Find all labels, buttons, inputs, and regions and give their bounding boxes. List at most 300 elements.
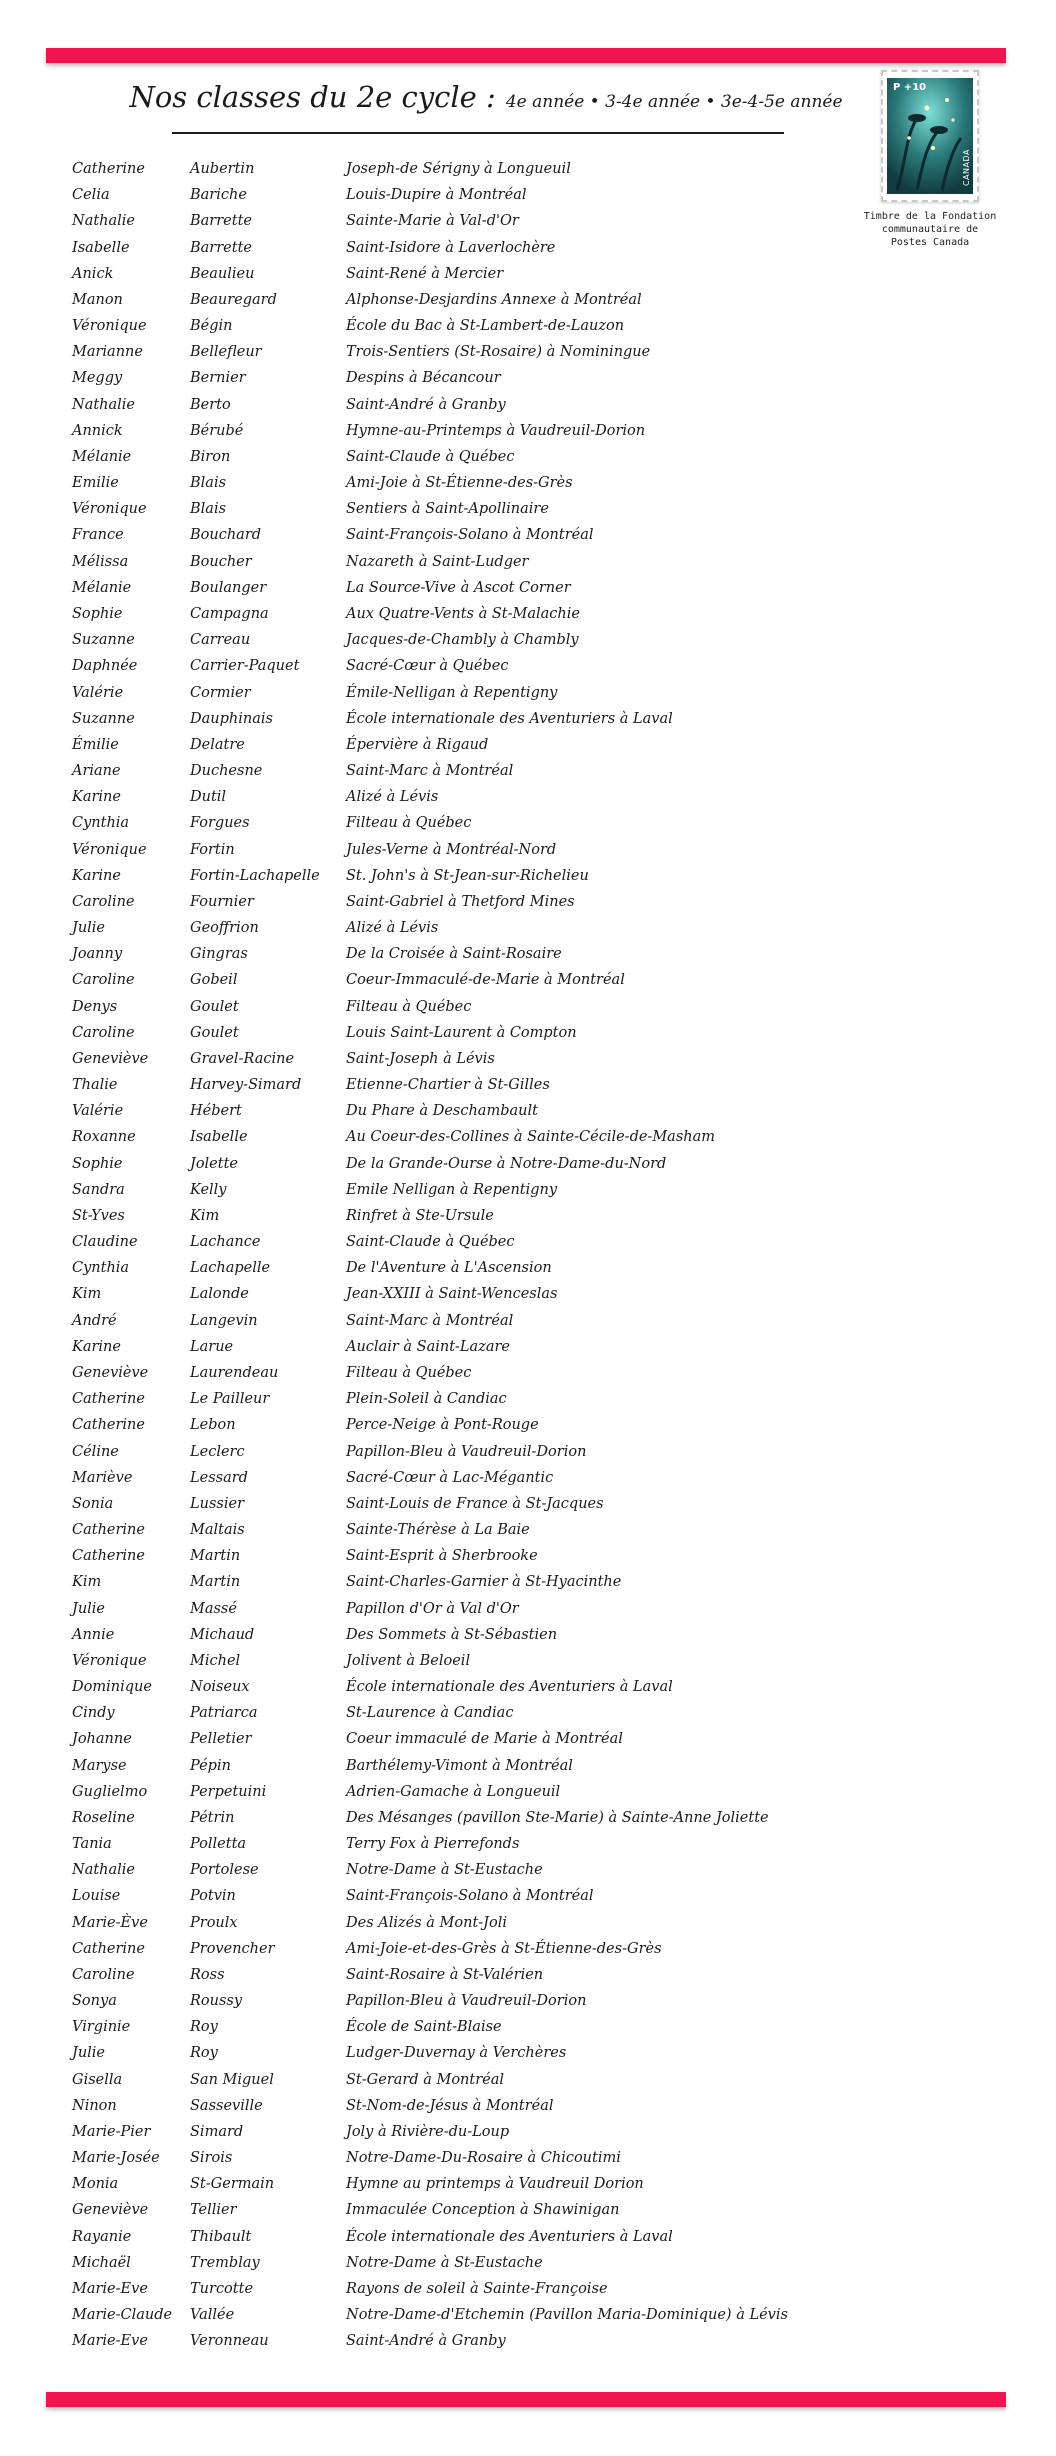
teacher-last-name: Forgues (190, 815, 250, 832)
list-item (72, 1726, 972, 1752)
teacher-last-name: Lebon (190, 1417, 236, 1434)
teacher-first-name: Roseline (72, 1809, 135, 1826)
list-item (72, 2145, 972, 2171)
list-item (72, 444, 972, 470)
school-name: Saint-Claude à Québec (346, 1234, 515, 1251)
teacher-first-name: Véronique (72, 501, 147, 518)
teacher-last-name: Gobeil (190, 972, 238, 989)
school-name: Emile Nelligan à Repentigny (346, 1181, 558, 1198)
school-name: Ludger-Duvernay à Verchères (346, 2045, 567, 2062)
list-item (72, 758, 972, 784)
bottom-accent-bar (46, 2392, 1006, 2407)
teacher-first-name: Mariève (72, 1469, 133, 1486)
teacher-first-name: Sophie (72, 606, 123, 622)
list-item (72, 1491, 972, 1517)
teacher-last-name: Cormier (190, 684, 251, 701)
teacher-last-name: Thibault (190, 2228, 252, 2245)
teacher-last-name: Goulet (190, 1024, 239, 1041)
list-item (72, 2302, 972, 2328)
list-item (72, 601, 972, 627)
teacher-last-name: Proulx (190, 1914, 238, 1931)
teacher-last-name: Leclerc (190, 1443, 245, 1460)
list-item (72, 679, 972, 705)
teacher-first-name: Julie (72, 2045, 106, 2062)
teacher-first-name: Tania (72, 1836, 112, 1853)
teacher-last-name: Goulet (190, 998, 239, 1015)
teacher-first-name: Mélissa (72, 553, 129, 570)
school-name: Saint-Isidore à Laverlochère (346, 239, 556, 256)
list-item (72, 836, 972, 862)
teacher-last-name: Barrette (190, 239, 252, 256)
teacher-last-name: Sirois (190, 2150, 233, 2167)
school-name: Barthélemy-Vimont à Montréal (346, 1757, 573, 1774)
teacher-first-name: Mélanie (72, 579, 132, 596)
teacher-last-name: Michel (190, 1652, 241, 1669)
school-name: Au Coeur-des-Collines à Sainte-Cécile-de-Masham (346, 1129, 715, 1146)
teacher-first-name: Gisella (72, 2071, 123, 2088)
list-item (72, 549, 972, 575)
teacher-last-name: Lalonde (190, 1286, 249, 1303)
teacher-first-name: Marie-Josée (72, 2150, 160, 2167)
list-item (72, 810, 972, 836)
teacher-last-name: Pelletier (190, 1731, 252, 1748)
teacher-last-name: Carreau (190, 632, 251, 649)
school-name: Sentiers à Saint-Apollinaire (346, 501, 549, 518)
list-item (72, 1962, 972, 1988)
school-name: Louis-Dupire à Montréal (346, 187, 527, 204)
teacher-last-name: Delatre (190, 736, 245, 753)
teacher-first-name: Mélanie (72, 448, 132, 465)
school-name: Notre-Dame-Du-Rosaire à Chicoutimi (346, 2150, 621, 2167)
teacher-first-name: Véronique (72, 841, 147, 858)
list-item (72, 915, 972, 941)
list-item (72, 863, 972, 889)
school-name: Filteau à Québec (346, 815, 472, 832)
teacher-last-name: Gravel-Racine (190, 1050, 295, 1067)
school-name: Coeur-Immaculé-de-Marie à Montréal (346, 972, 625, 989)
teacher-last-name: Roussy (190, 1993, 243, 2010)
teacher-first-name: Nathalie (72, 1862, 135, 1879)
teacher-last-name: Fortin (190, 841, 235, 858)
school-name: Jean-XXIII à Saint-Wenceslas (346, 1286, 558, 1303)
school-name: Filteau à Québec (346, 998, 472, 1015)
teacher-first-name: André (72, 1312, 117, 1329)
teacher-first-name: Rayanie (72, 2228, 132, 2245)
list-item (72, 1151, 972, 1177)
teacher-first-name: Cynthia (72, 815, 130, 832)
school-name: Ami-Joie-et-des-Grès à St-Étienne-des-Grès (346, 1940, 662, 1957)
school-name: Notre-Dame à St-Eustache (346, 1862, 543, 1879)
teacher-last-name: Perpetuini (190, 1783, 267, 1800)
school-name: De la Grande-Ourse à Notre-Dame-du-Nord (346, 1155, 667, 1172)
list-item (72, 1308, 972, 1334)
teacher-last-name: St-Germain (190, 2176, 275, 2193)
teacher-first-name: France (72, 527, 124, 544)
school-name: Papillon d'Or à Val d'Or (346, 1600, 519, 1617)
teacher-last-name: Simard (190, 2123, 244, 2140)
teacher-last-name: Massé (190, 1600, 237, 1617)
list-item (72, 1910, 972, 1936)
list-item (72, 941, 972, 967)
teacher-first-name: Louise (72, 1888, 121, 1905)
title-main: Nos classes du 2e cycle : (129, 80, 496, 114)
list-item (72, 1831, 972, 1857)
teacher-first-name: Meggy (72, 370, 123, 387)
teacher-first-name: Kim (72, 1286, 102, 1303)
list-item (72, 496, 972, 522)
teacher-first-name: Suzanne (72, 710, 135, 727)
school-name: École de Saint-Blaise (346, 2019, 502, 2036)
teacher-last-name: Bouchard (190, 527, 262, 544)
school-name: Saint-Gabriel à Thetford Mines (346, 893, 575, 910)
school-name: Saint-Claude à Québec (346, 448, 515, 465)
school-name: Jules-Verne à Montréal-Nord (346, 841, 557, 858)
list-item (72, 1622, 972, 1648)
teacher-last-name: Turcotte (190, 2281, 254, 2297)
teacher-first-name: Véronique (72, 318, 147, 335)
school-name: Hymne au printemps à Vaudreuil Dorion (346, 2176, 644, 2193)
list-item (72, 653, 972, 679)
school-name: Perce-Neige à Pont-Rouge (346, 1417, 539, 1434)
teacher-last-name: Roy (190, 2019, 218, 2036)
title-grades: 4e année • 3-4e année • 3e-4-5e année (505, 92, 843, 112)
list-item (72, 1857, 972, 1883)
teacher-last-name: Tremblay (190, 2254, 260, 2271)
teacher-first-name: Julie (72, 1600, 106, 1617)
teacher-first-name: Cindy (72, 1705, 115, 1722)
teacher-first-name: Karine (72, 867, 121, 884)
stamp-caption: Timbre de la Fondation communautaire de Postes Canada (863, 211, 997, 248)
teacher-last-name: Dauphinais (190, 710, 273, 727)
teacher-first-name: Suzanne (72, 632, 135, 649)
teacher-last-name: Blais (190, 501, 227, 518)
teacher-last-name: Noiseux (190, 1679, 250, 1696)
teacher-last-name: Potvin (190, 1888, 236, 1905)
school-name: Aux Quatre-Vents à St-Malachie (346, 606, 580, 622)
list-item (72, 1805, 972, 1831)
list-item (72, 2250, 972, 2276)
teacher-first-name: Denys (72, 998, 118, 1015)
teacher-first-name: Isabelle (72, 239, 130, 256)
teacher-last-name: Kim (190, 1207, 220, 1224)
teacher-last-name: Campagna (190, 606, 269, 622)
teacher-first-name: Valérie (72, 1103, 124, 1120)
list-item (72, 313, 972, 339)
teacher-first-name: Marie-Eve (72, 2281, 148, 2297)
teacher-last-name: Beaulieu (190, 265, 255, 282)
list-item (72, 967, 972, 993)
teacher-first-name: Caroline (72, 893, 135, 910)
school-name: De la Croisée à Saint-Rosaire (346, 946, 562, 963)
teacher-first-name: Manon (72, 291, 123, 308)
top-accent-bar (46, 48, 1006, 63)
teacher-first-name: Anick (72, 265, 114, 282)
teacher-last-name: Laurendeau (190, 1364, 279, 1381)
school-name: École internationale des Aventuriers à Laval (346, 710, 673, 727)
teacher-last-name: Hébert (190, 1103, 242, 1120)
teacher-last-name: Biron (190, 448, 231, 465)
school-name: Plein-Soleil à Candiac (346, 1391, 507, 1408)
teacher-first-name: Catherine (72, 1522, 145, 1539)
school-name: Papillon-Bleu à Vaudreuil-Dorion (346, 1443, 587, 1460)
school-name: St-Nom-de-Jésus à Montréal (346, 2097, 554, 2114)
teacher-last-name: Provencher (190, 1940, 275, 1957)
school-name: Alizé à Lévis (346, 789, 439, 806)
list-item (72, 1569, 972, 1595)
teacher-last-name: Maltais (190, 1522, 245, 1539)
list-item (72, 627, 972, 653)
list-item (72, 1360, 972, 1386)
school-name: Saint-André à Granby (346, 396, 506, 413)
teacher-last-name: Lachapelle (190, 1260, 271, 1277)
school-name: Saint-Marc à Montréal (346, 763, 514, 780)
teacher-last-name: Barrette (190, 213, 252, 230)
teacher-first-name: Valérie (72, 684, 124, 701)
list-item (72, 1752, 972, 1778)
list-item (72, 470, 972, 496)
list-item (72, 1700, 972, 1726)
list-item (72, 182, 972, 208)
school-name: Papillon-Bleu à Vaudreuil-Dorion (346, 1993, 587, 2010)
school-name: Joly à Rivière-du-Loup (346, 2123, 510, 2140)
teacher-first-name: Marianne (72, 344, 143, 361)
school-name: Saint-François-Solano à Montréal (346, 527, 594, 544)
school-name: Jolivent à Beloeil (346, 1652, 471, 1669)
teacher-last-name: Isabelle (190, 1129, 248, 1146)
teacher-first-name: Annie (72, 1626, 115, 1643)
teacher-first-name: Guglielmo (72, 1783, 148, 1800)
teacher-first-name: Roxanne (72, 1129, 136, 1146)
teacher-last-name: Roy (190, 2045, 218, 2062)
list-item (72, 2014, 972, 2040)
list-item (72, 1203, 972, 1229)
list-item (72, 1883, 972, 1909)
teacher-last-name: Pépin (190, 1757, 231, 1774)
school-name: Des Alizés à Mont-Joli (346, 1914, 507, 1931)
teacher-last-name: Fournier (190, 893, 254, 910)
teacher-first-name: Caroline (72, 1024, 135, 1041)
school-name: Saint-Louis de France à St-Jacques (346, 1495, 604, 1512)
teacher-first-name: Geneviève (72, 2202, 149, 2219)
teacher-first-name: Joanny (72, 946, 123, 963)
list-item (72, 418, 972, 444)
school-name: Du Phare à Deschambault (346, 1103, 538, 1120)
list-item (72, 1334, 972, 1360)
school-name: Saint-André à Granby (346, 2333, 506, 2350)
school-name: Sacré-Cœur à Québec (346, 658, 509, 675)
teacher-first-name: Ariane (72, 763, 121, 780)
list-item (72, 2040, 972, 2066)
school-name: Hymne-au-Printemps à Vaudreuil-Dorion (346, 422, 646, 439)
title-underline (172, 132, 784, 134)
school-name: École du Bac à St-Lambert-de-Lauzon (346, 318, 625, 335)
list-item (72, 2119, 972, 2145)
school-name: Ami-Joie à St-Étienne-des-Grès (346, 475, 573, 492)
list-item (72, 1674, 972, 1700)
list-item (72, 392, 972, 418)
school-name: De l'Aventure à L'Ascension (346, 1260, 552, 1277)
school-name: Adrien-Gamache à Longueuil (346, 1783, 561, 1800)
teacher-first-name: Karine (72, 1338, 121, 1355)
teacher-first-name: Marie-Pier (72, 2123, 151, 2140)
list-item (72, 1098, 972, 1124)
teacher-first-name: Monia (72, 2176, 119, 2193)
school-name: St-Gerard à Montréal (346, 2071, 505, 2088)
list-item (72, 1046, 972, 1072)
school-name: Coeur immaculé de Marie à Montréal (346, 1731, 623, 1748)
page-title (129, 80, 843, 130)
teacher-last-name: Gingras (190, 946, 248, 963)
teacher-first-name: St-Yves (72, 1207, 125, 1224)
school-name: Immaculée Conception à Shawinigan (346, 2202, 620, 2219)
school-name: La Source-Vive à Ascot Corner (346, 579, 571, 596)
list-item (72, 2067, 972, 2093)
school-name: Terry Fox à Pierrefonds (346, 1836, 520, 1853)
teacher-last-name: Boulanger (190, 579, 267, 596)
teacher-first-name: Julie (72, 920, 106, 937)
teacher-last-name: Michaud (190, 1626, 255, 1643)
list-item (72, 1255, 972, 1281)
school-name: Despins à Bécancour (346, 370, 501, 387)
teacher-first-name: Annick (72, 422, 123, 439)
list-item (72, 261, 972, 287)
school-name: Saint-René à Mercier (346, 265, 504, 282)
list-item (72, 208, 972, 234)
teacher-first-name: Nathalie (72, 213, 135, 230)
list-item (72, 1229, 972, 1255)
teacher-first-name: Catherine (72, 161, 145, 178)
teacher-first-name: Sophie (72, 1155, 123, 1172)
stamp-denomination: P +10 (893, 82, 927, 93)
school-name: Sainte-Marie à Val-d'Or (346, 213, 519, 230)
list-item (72, 1020, 972, 1046)
list-item (72, 1779, 972, 1805)
list-item (72, 1543, 972, 1569)
list-item (72, 1177, 972, 1203)
teacher-last-name: Bégin (190, 318, 233, 335)
teacher-first-name: Nathalie (72, 396, 135, 413)
teacher-last-name: Berto (190, 396, 231, 413)
school-name: Alizé à Lévis (346, 920, 439, 937)
teacher-last-name: Polletta (190, 1836, 247, 1853)
teacher-first-name: Céline (72, 1443, 119, 1460)
teacher-first-name: Ninon (72, 2097, 117, 2114)
teacher-first-name: Karine (72, 789, 121, 806)
teacher-last-name: Larue (190, 1338, 234, 1355)
teacher-last-name: Bérubé (190, 422, 244, 439)
list-item (72, 994, 972, 1020)
teacher-first-name: Catherine (72, 1940, 145, 1957)
teacher-last-name: Lessard (190, 1469, 248, 1486)
teacher-first-name: Marie-Claude (72, 2307, 173, 2324)
teacher-first-name: Celia (72, 187, 110, 204)
teacher-last-name: Boucher (190, 553, 252, 570)
teacher-first-name: Daphnée (72, 658, 138, 675)
list-item (72, 1988, 972, 2014)
list-item (72, 1517, 972, 1543)
list-item (72, 1124, 972, 1150)
school-name: Rayons de soleil à Sainte-Françoise (346, 2281, 608, 2297)
teacher-last-name: Carrier-Paquet (190, 658, 300, 675)
list-item (72, 1936, 972, 1962)
teacher-first-name: Caroline (72, 972, 135, 989)
teacher-last-name: Patriarca (190, 1705, 258, 1722)
teacher-first-name: Véronique (72, 1652, 147, 1669)
teacher-last-name: Kelly (190, 1181, 227, 1198)
school-name: Saint-Joseph à Lévis (346, 1050, 495, 1067)
teacher-last-name: Pétrin (190, 1809, 235, 1826)
school-name: Des Mésanges (pavillon Ste-Marie) à Sainte-Anne Joliette (346, 1809, 769, 1826)
school-name: Alphonse-Desjardins Annexe à Montréal (346, 291, 642, 308)
teacher-last-name: Beauregard (190, 291, 277, 308)
list-item (72, 1595, 972, 1621)
teacher-last-name: Bariche (190, 187, 247, 204)
teacher-last-name: Vallée (190, 2307, 235, 2324)
school-name: Auclair à Saint-Lazare (346, 1338, 510, 1355)
list-item (72, 706, 972, 732)
teacher-last-name: Le Pailleur (190, 1391, 270, 1408)
school-name: Nazareth à Saint-Ludger (346, 553, 529, 570)
teacher-first-name: Cynthia (72, 1260, 130, 1277)
school-name: Joseph-de Sérigny à Longueuil (346, 161, 571, 178)
school-name: Trois-Sentiers (St-Rosaire) à Nominingue (346, 344, 651, 361)
list-item (72, 2171, 972, 2197)
teacher-first-name: Emilie (72, 475, 119, 492)
teacher-last-name: Lussier (190, 1495, 244, 1512)
teacher-first-name: Dominique (72, 1679, 152, 1696)
school-name: Jacques-de-Chambly à Chambly (346, 632, 579, 649)
teacher-first-name: Sonia (72, 1495, 114, 1512)
teacher-first-name: Kim (72, 1574, 102, 1591)
teacher-last-name: Portolese (190, 1862, 259, 1879)
list-item (72, 2224, 972, 2250)
teacher-first-name: Johanne (72, 1731, 132, 1748)
teacher-last-name: Jolette (190, 1155, 238, 1172)
teacher-first-name: Maryse (72, 1757, 127, 1774)
school-name: Filteau à Québec (346, 1364, 472, 1381)
school-name: Saint-Esprit à Sherbrooke (346, 1548, 538, 1565)
teacher-first-name: Sandra (72, 1181, 125, 1198)
teacher-last-name: Langevin (190, 1312, 258, 1329)
teacher-last-name: Martin (190, 1574, 241, 1591)
teacher-first-name: Caroline (72, 1966, 135, 1983)
teacher-first-name: Marie-Ève (72, 1914, 148, 1931)
teacher-first-name: Virginie (72, 2019, 131, 2036)
school-name: Rinfret à Ste-Ursule (346, 1207, 494, 1224)
teacher-last-name: Lachance (190, 1234, 261, 1251)
list-item (72, 365, 972, 391)
list-item (72, 1281, 972, 1307)
school-name: Émile-Nelligan à Repentigny (346, 684, 558, 701)
teacher-last-name: Duchesne (190, 763, 263, 780)
teacher-first-name: Geneviève (72, 1364, 149, 1381)
teacher-last-name: Dutil (190, 789, 227, 806)
teacher-last-name: Veronneau (190, 2333, 269, 2350)
teacher-first-name: Catherine (72, 1391, 145, 1408)
school-name: Des Sommets à St-Sébastien (346, 1626, 558, 1643)
teacher-first-name: Catherine (72, 1417, 145, 1434)
teacher-last-name: Harvey-Simard (190, 1077, 302, 1094)
school-name: Saint-Charles-Garnier à St-Hyacinthe (346, 1574, 622, 1591)
list-item (72, 1438, 972, 1464)
teacher-first-name: Claudine (72, 1234, 138, 1251)
list-item (72, 522, 972, 548)
school-name: Etienne-Chartier à St-Gilles (346, 1077, 550, 1094)
school-name: École internationale des Aventuriers à Laval (346, 1679, 673, 1696)
list-item (72, 2328, 972, 2354)
school-name: St. John's à St-Jean-sur-Richelieu (346, 867, 589, 884)
list-item (72, 287, 972, 313)
